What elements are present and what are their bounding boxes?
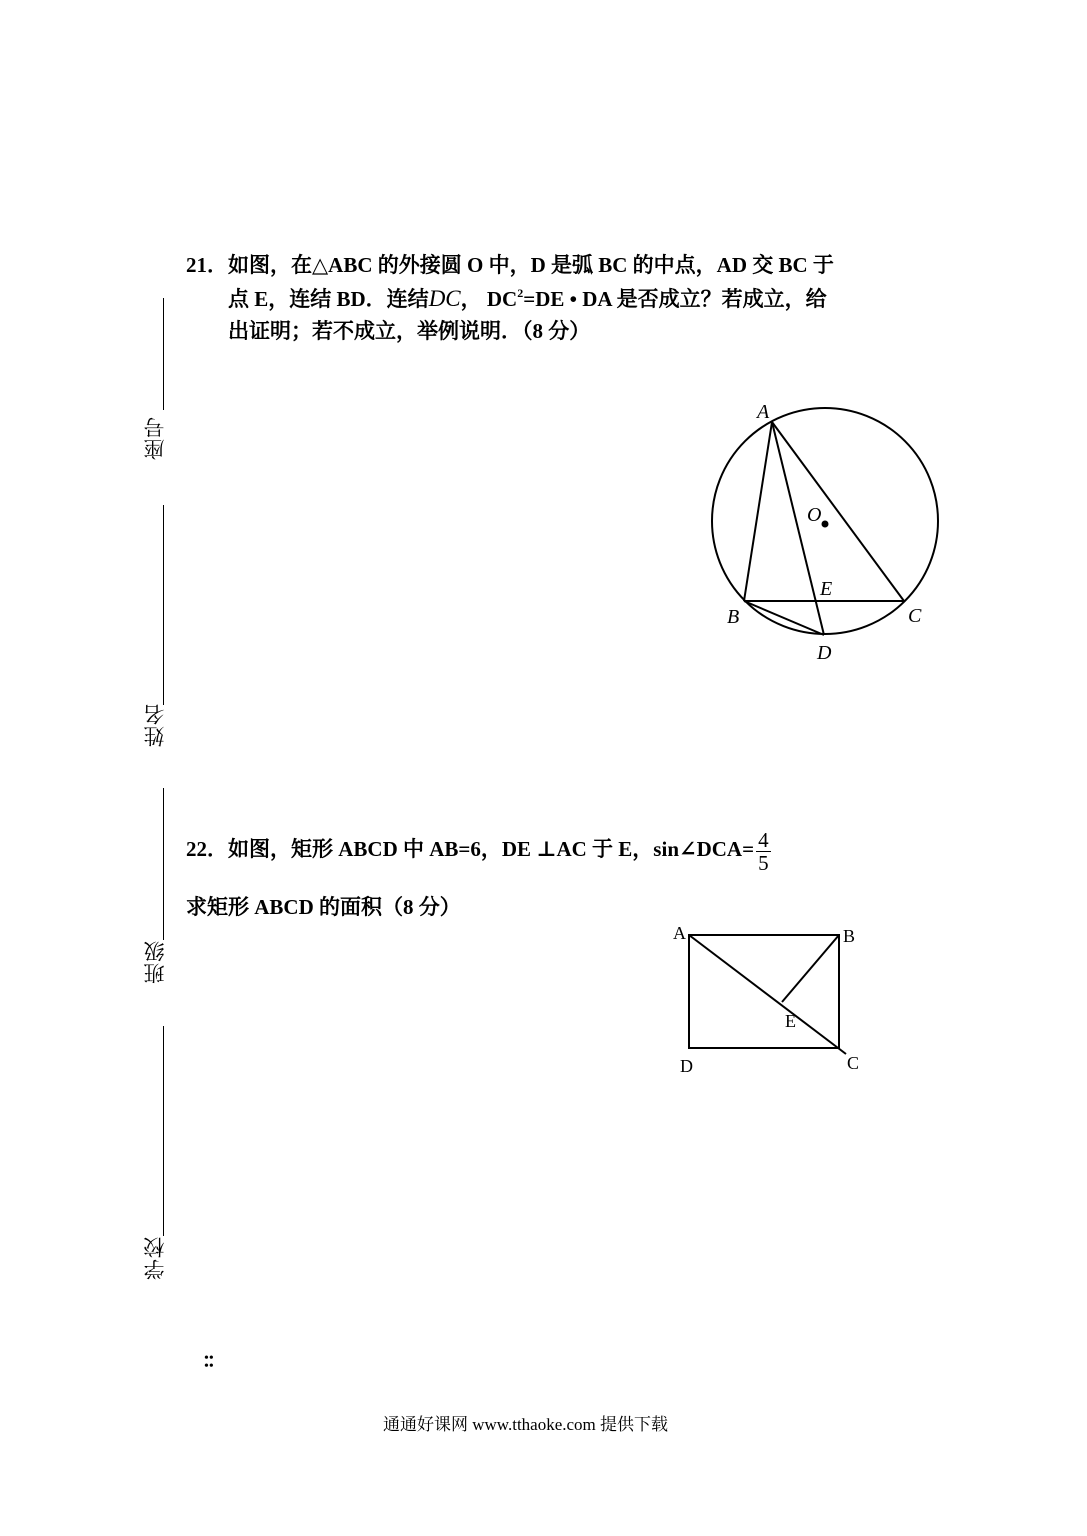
margin-seat-label: 座号 (143, 416, 167, 460)
margin-line-1 (163, 298, 164, 410)
q21-line2-part-c: =DE • DA 是否成立？若成立，给 (523, 287, 827, 311)
segment-ad (772, 422, 824, 635)
q22-label-a: A (673, 923, 686, 943)
diagonal-ac (689, 935, 846, 1054)
q21-line2-part-b: ， DC (460, 287, 518, 311)
segment-bd (744, 601, 824, 635)
q21-label-d: D (817, 642, 832, 664)
margin-school-label: 学校 (143, 1236, 167, 1280)
q22-line2: 求矩形 ABCD 的面积（8 分） (186, 895, 461, 919)
q22-fraction-denominator: 5 (758, 850, 769, 875)
q21-line2-part-a: 点 E，连结 BD．连结 (228, 287, 429, 311)
q21-line3: 出证明；若不成立，举例说明．（8 分） (228, 319, 591, 343)
q21-line2-dc: DC (428, 286, 461, 311)
q21-label-c: C (908, 605, 922, 627)
margin-dots (204, 1351, 214, 1374)
q21-label-o: O (807, 504, 822, 526)
q21-label-a: A (757, 401, 770, 423)
margin-line-3 (163, 788, 164, 940)
segment-be (782, 935, 839, 1002)
margin-class-label: 班级 (143, 940, 167, 984)
q22-figure (665, 915, 875, 1085)
center-point-o (822, 521, 829, 528)
segment-ac (772, 422, 904, 601)
page-footer: 通通好课网 www.tthaoke.com 提供下载 (383, 1415, 669, 1434)
margin-line-4 (163, 1026, 164, 1236)
q22-label-e: E (785, 1011, 796, 1031)
q22-line1-text: 22．如图，矩形 ABCD 中 AB=6，DE ⊥AC 于 E，sin∠DCA= (186, 837, 755, 861)
q21-line1: 21．如图，在△ABC 的外接圆 O 中，D 是弧 BC 的中点，AD 交 BC 于 (186, 253, 834, 277)
q21-label-e: E (820, 578, 833, 600)
q22-label-b: B (843, 926, 856, 946)
margin-dots-text: •••• (204, 1351, 214, 1374)
q22-label-d: D (680, 1056, 693, 1076)
q22-fraction-numerator: 4 (758, 827, 769, 852)
q21-figure (690, 395, 960, 675)
segment-ab (744, 422, 772, 601)
q22-label-c: C (847, 1053, 860, 1073)
q22-fraction (756, 829, 771, 874)
q22-line1 (186, 826, 771, 874)
margin-name-label: 姓名 (143, 703, 167, 747)
q21-line2-sup: 2 (517, 286, 524, 300)
q21-line2 (228, 282, 827, 316)
margin-line-2 (163, 505, 164, 705)
q21-label-b: B (727, 606, 740, 628)
